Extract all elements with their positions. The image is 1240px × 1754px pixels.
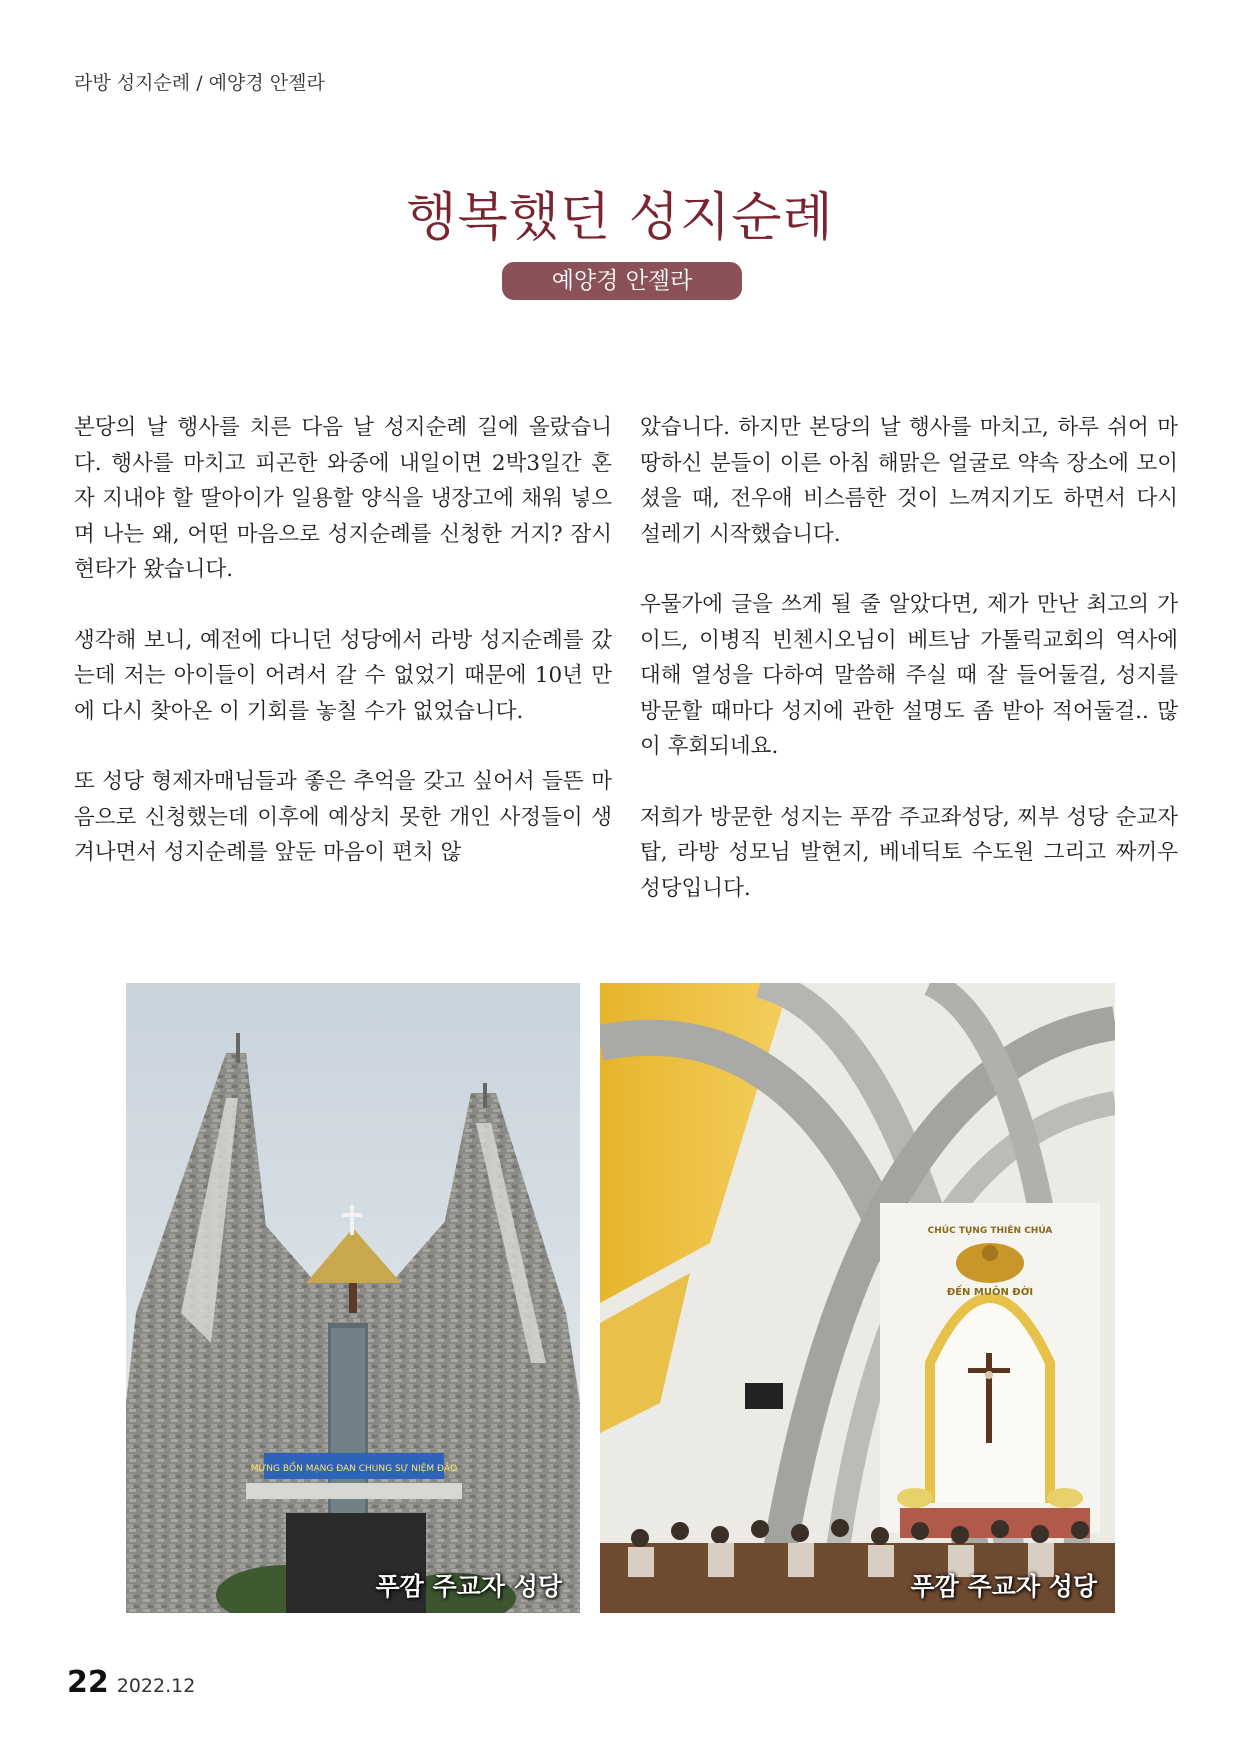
paragraph: 본당의 날 행사를 치른 다음 날 성지순례 길에 올랐습니다. 행사를 마치고 피곤한 와중에 내일이면 2박3일간 혼자 지내야 할 딸아이가 일용할 양식을 냉장고에 채워 넣으며 나는 왜, 어떤 마음으로 성지순례를 신청한 거지? 잠시 현타가 왔습니다. bbox=[74, 415, 612, 582]
issue-date: 2022.12 bbox=[116, 1675, 196, 1697]
article-column-right bbox=[640, 410, 1178, 941]
photo-caption: 푸깜 주교자 성당 bbox=[910, 1572, 1097, 1601]
page-footer bbox=[67, 1665, 195, 1700]
arch-text-bottom: ĐẾN MUÔN ĐỜI bbox=[946, 1287, 1034, 1298]
breadcrumb: 라방 성지순례 / 예양경 안젤라 bbox=[74, 72, 325, 94]
page-number: 22 bbox=[67, 1665, 109, 1700]
photo-caption: 푸깜 주교자 성당 bbox=[375, 1572, 562, 1601]
church-exterior-photo bbox=[126, 983, 580, 1613]
article-column-left bbox=[74, 410, 612, 906]
paragraph: 저희가 방문한 성지는 푸깜 주교좌성당, 찌부 성당 순교자탑, 라방 성모님 발현지, 베네딕토 수도원 그리고 짜끼우 성당입니다. bbox=[640, 804, 1178, 901]
paragraph: 또 성당 형제자매님들과 좋은 추억을 갖고 싶어서 들뜬 마음으로 신청했는데 이후에 예상치 못한 개인 사정들이 생겨나면서 성지순례를 앞둔 마음이 편치 않 bbox=[74, 769, 612, 865]
arch-text-top: CHÚC TỤNG THIÊN CHÚA bbox=[927, 1226, 1053, 1236]
paragraph: 우물가에 글을 쓰게 될 줄 알았다면, 제가 만난 최고의 가이드, 이병직 빈첸시오님이 베트남 가톨릭교회의 역사에 대해 열성을 다하여 말씀해 주실 때 잘 들어둘걸, 성지를 방문할 때마다 성지에 관한 설명도 좀 받아 적어둘걸.. 많이 후회되네요. bbox=[640, 592, 1178, 759]
banner-text: MỪNG BỔN MẠNG ĐAN CHUNG SỰ NIỆM ĐẢO bbox=[250, 1464, 458, 1474]
paragraph: 았습니다. 하지만 본당의 날 행사를 마치고, 하루 쉬어 마땅하신 분들이 이른 아침 해맑은 얼굴로 약속 장소에 모이셨을 때, 전우애 비스름한 것이 느껴지기도 하면서 다시 설레기 시작했습니다. bbox=[640, 415, 1178, 547]
paragraph: 생각해 보니, 예전에 다니던 성당에서 라방 성지순례를 갔는데 저는 아이들이 어려서 갈 수 없었기 때문에 10년 만에 다시 찾아온 이 기회를 놓칠 수가 없었습니다. bbox=[74, 627, 612, 724]
church-interior-photo bbox=[600, 983, 1115, 1613]
article-title: 행복했던 성지순례 bbox=[406, 188, 834, 248]
author-badge: 예양경 안젤라 bbox=[502, 262, 742, 300]
